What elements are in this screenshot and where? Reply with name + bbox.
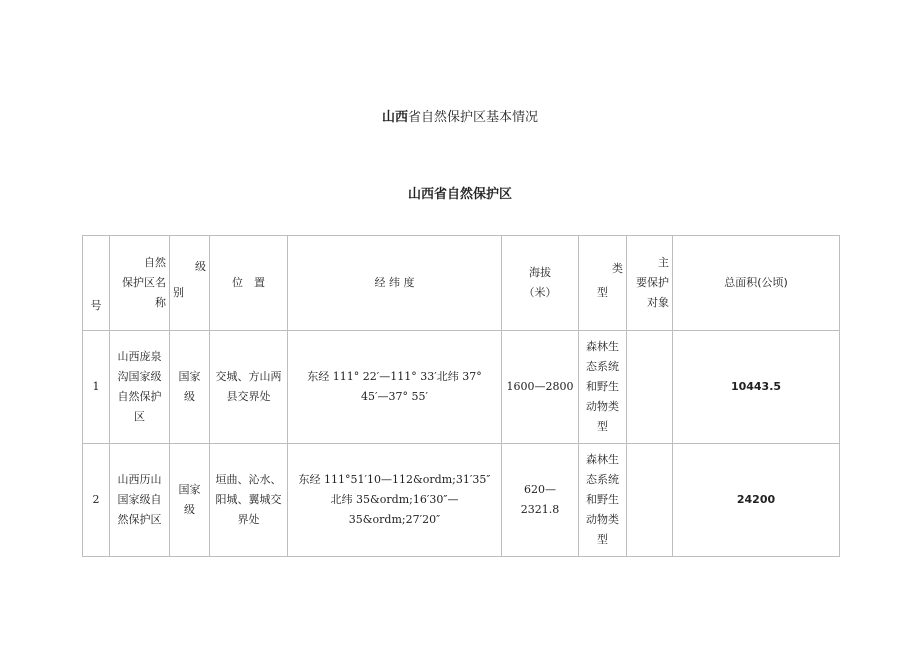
row-area: 10443.5 [673, 331, 840, 444]
row-location: 垣曲、沁水、 阳城、翼城交 界处 [210, 444, 288, 557]
header-no-label: 号 [90, 299, 102, 312]
header-level [170, 236, 210, 331]
row-type: 森林生 态系统 和野生 动物类 型 [579, 331, 627, 444]
row-type: 森林生 态系统 和野生 动物类 型 [579, 444, 627, 557]
header-no [83, 236, 110, 331]
row-altitude: 620—2321.8 [502, 444, 579, 557]
row-name: 山西庞泉 沟国家级 自然保护 区 [110, 331, 170, 444]
document-title [0, 106, 920, 125]
table-row [83, 444, 840, 557]
row-coordinates: 东经 111°51′10—112&ordm;31′35″ 北纬 35&ordm;16′30″— 35&ordm;27′20″ [288, 444, 502, 557]
table-row [83, 331, 840, 444]
reserve-table [82, 235, 840, 557]
row-no: 2 [83, 444, 110, 557]
document-title-bold: 山西 [381, 110, 408, 125]
header-altitude: 海拔 （米） [502, 236, 579, 331]
row-location: 交城、方山两 县交界处 [210, 331, 288, 444]
row-level: 国家 级 [170, 444, 210, 557]
header-location: 位 置 [210, 236, 288, 331]
header-target: 主 要保护 对象 [627, 236, 673, 331]
row-no: 1 [83, 331, 110, 444]
header-area: 总面积(公顷) [673, 236, 840, 331]
table-header-row [83, 236, 840, 331]
row-area: 24200 [673, 444, 840, 557]
header-level-top: 级 [195, 260, 206, 273]
row-name: 山西历山 国家级自 然保护区 [110, 444, 170, 557]
row-altitude: 1600—2800 [502, 331, 579, 444]
header-type-bottom: 型 [597, 286, 608, 299]
table-title: 山西省自然保护区 [407, 187, 512, 202]
header-type [579, 236, 627, 331]
row-target [627, 331, 673, 444]
row-level: 国家 级 [170, 331, 210, 444]
row-coordinates: 东经 111° 22′—111° 33′北纬 37° 45′—37° 55′ [288, 331, 502, 444]
header-level-bottom: 别 [173, 286, 184, 299]
header-coordinates: 经 纬 度 [288, 236, 502, 331]
row-target [627, 444, 673, 557]
document-title-rest: 省自然保护区基本情况 [408, 110, 539, 125]
header-name: 自然 保护区名 称 [110, 236, 170, 331]
header-type-top: 类 [612, 262, 623, 275]
